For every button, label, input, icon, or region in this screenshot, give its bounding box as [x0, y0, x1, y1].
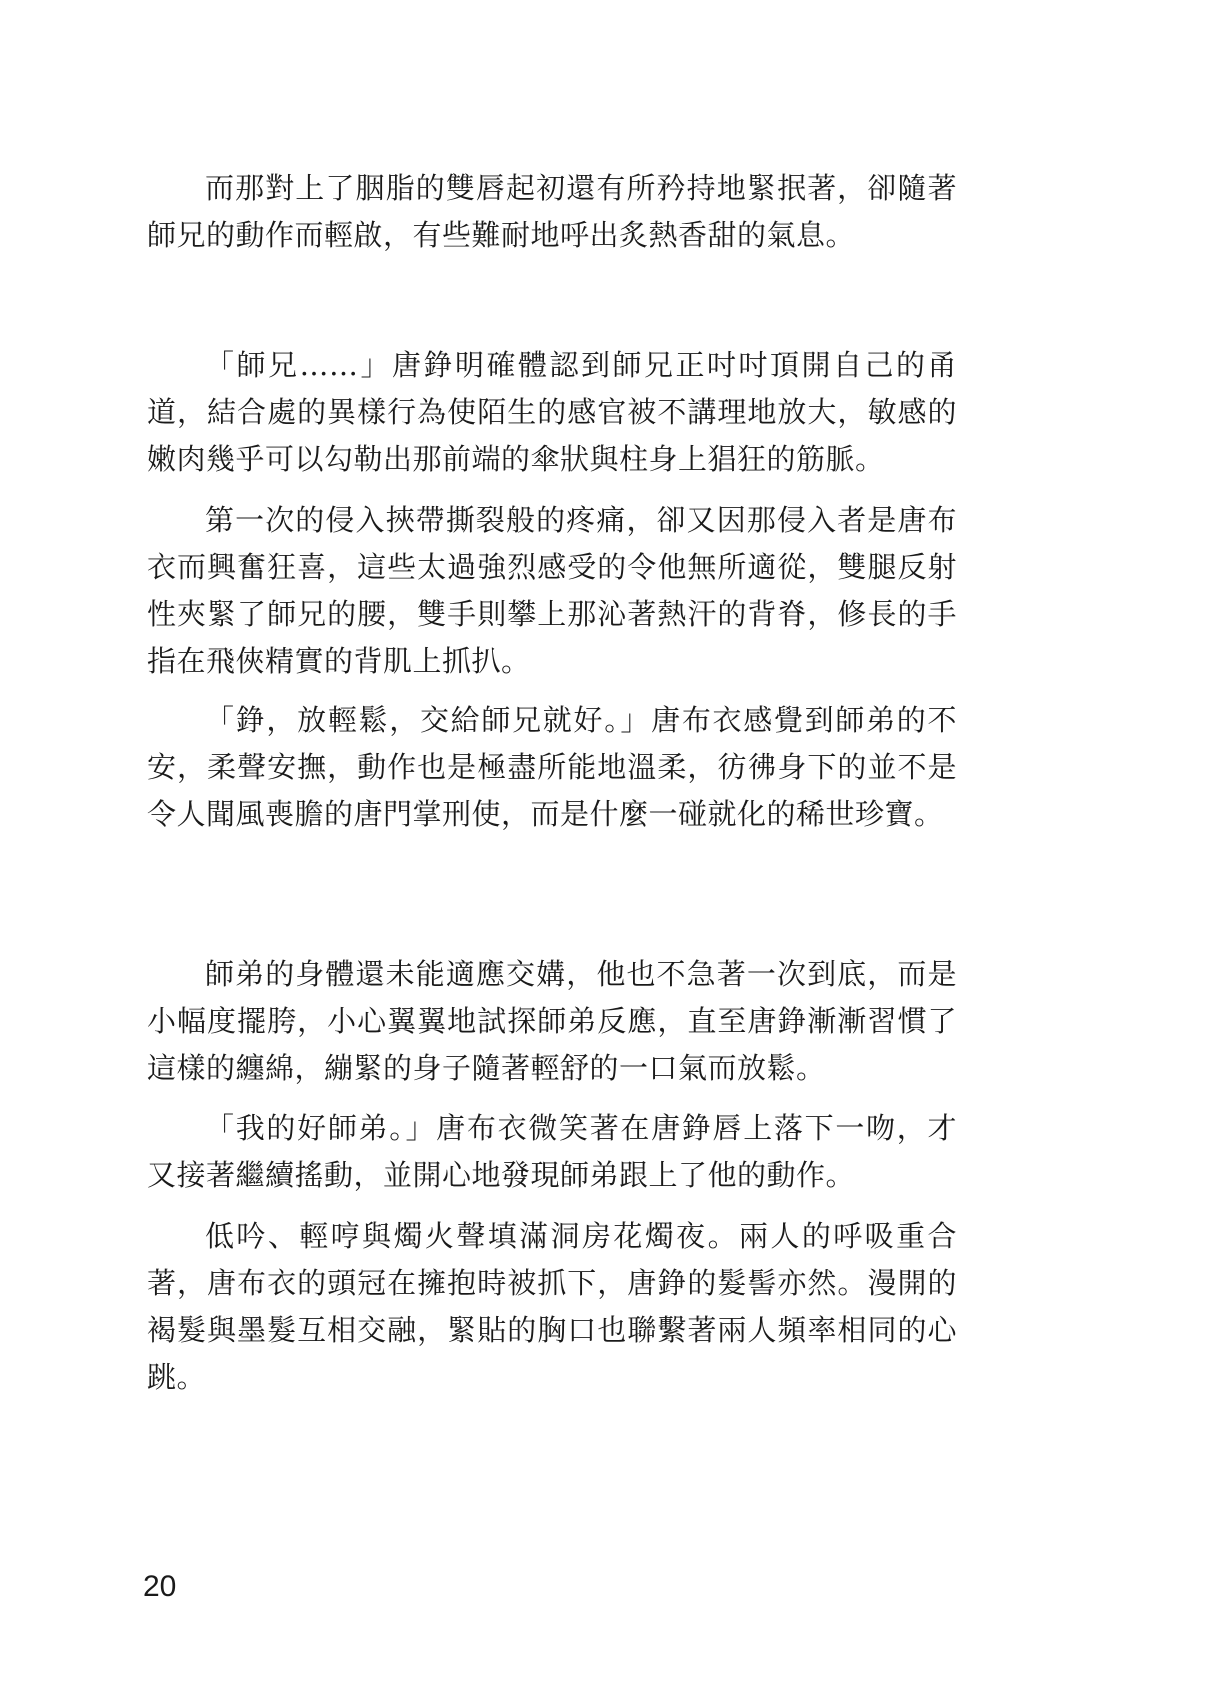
paragraph-2: 「師兄……」唐錚明確體認到師兄正吋吋頂開自己的甬道，結合處的異樣行為使陌生的感官被不講理地放大，敏感的嫩肉幾乎可以勾勒出那前端的傘狀與柱身上猖狂的筋脈。	[147, 348, 957, 476]
page-number: 20	[143, 1570, 177, 1603]
paragraph-7: 低吟、輕哼與燭火聲填滿洞房花燭夜。兩人的呼吸重合著，唐布衣的頭冠在擁抱時被抓下，唐錚的髮髻亦然。漫開的褐髮與墨髮互相交融，緊貼的胸口也聯繫著兩人頻率相同的心跳。	[147, 1219, 957, 1394]
paragraph-3: 第一次的侵入挾帶撕裂般的疼痛，卻又因那侵入者是唐布衣而興奮狂喜，這些太過強烈感受的令他無所適從，雙腿反射性夾緊了師兄的腰，雙手則攀上那沁著熱汗的背脊，修長的手指在飛俠精實的背肌上抓扒。	[147, 503, 957, 678]
paragraph-1: 而那對上了胭脂的雙唇起初還有所矜持地緊抿著，卻隨著師兄的動作而輕啟，有些難耐地呼出炙熱香甜的氣息。	[147, 171, 957, 252]
paragraph-5: 師弟的身體還未能適應交媾，他也不急著一次到底，而是小幅度擺胯，小心翼翼地試探師弟反應，直至唐錚漸漸習慣了這樣的纏綿，繃緊的身子隨著輕舒的一口氣而放鬆。	[147, 957, 957, 1085]
paragraph-6: 「我的好師弟。」唐布衣微笑著在唐錚唇上落下一吻，才又接著繼續搖動，並開心地發現師弟跟上了他的動作。	[147, 1111, 957, 1192]
paragraph-4: 「錚，放輕鬆，交給師兄就好。」唐布衣感覺到師弟的不安，柔聲安撫，動作也是極盡所能地溫柔，彷彿身下的並不是令人聞風喪膽的唐門掌刑使，而是什麼一碰就化的稀世珍寶。	[147, 703, 957, 831]
